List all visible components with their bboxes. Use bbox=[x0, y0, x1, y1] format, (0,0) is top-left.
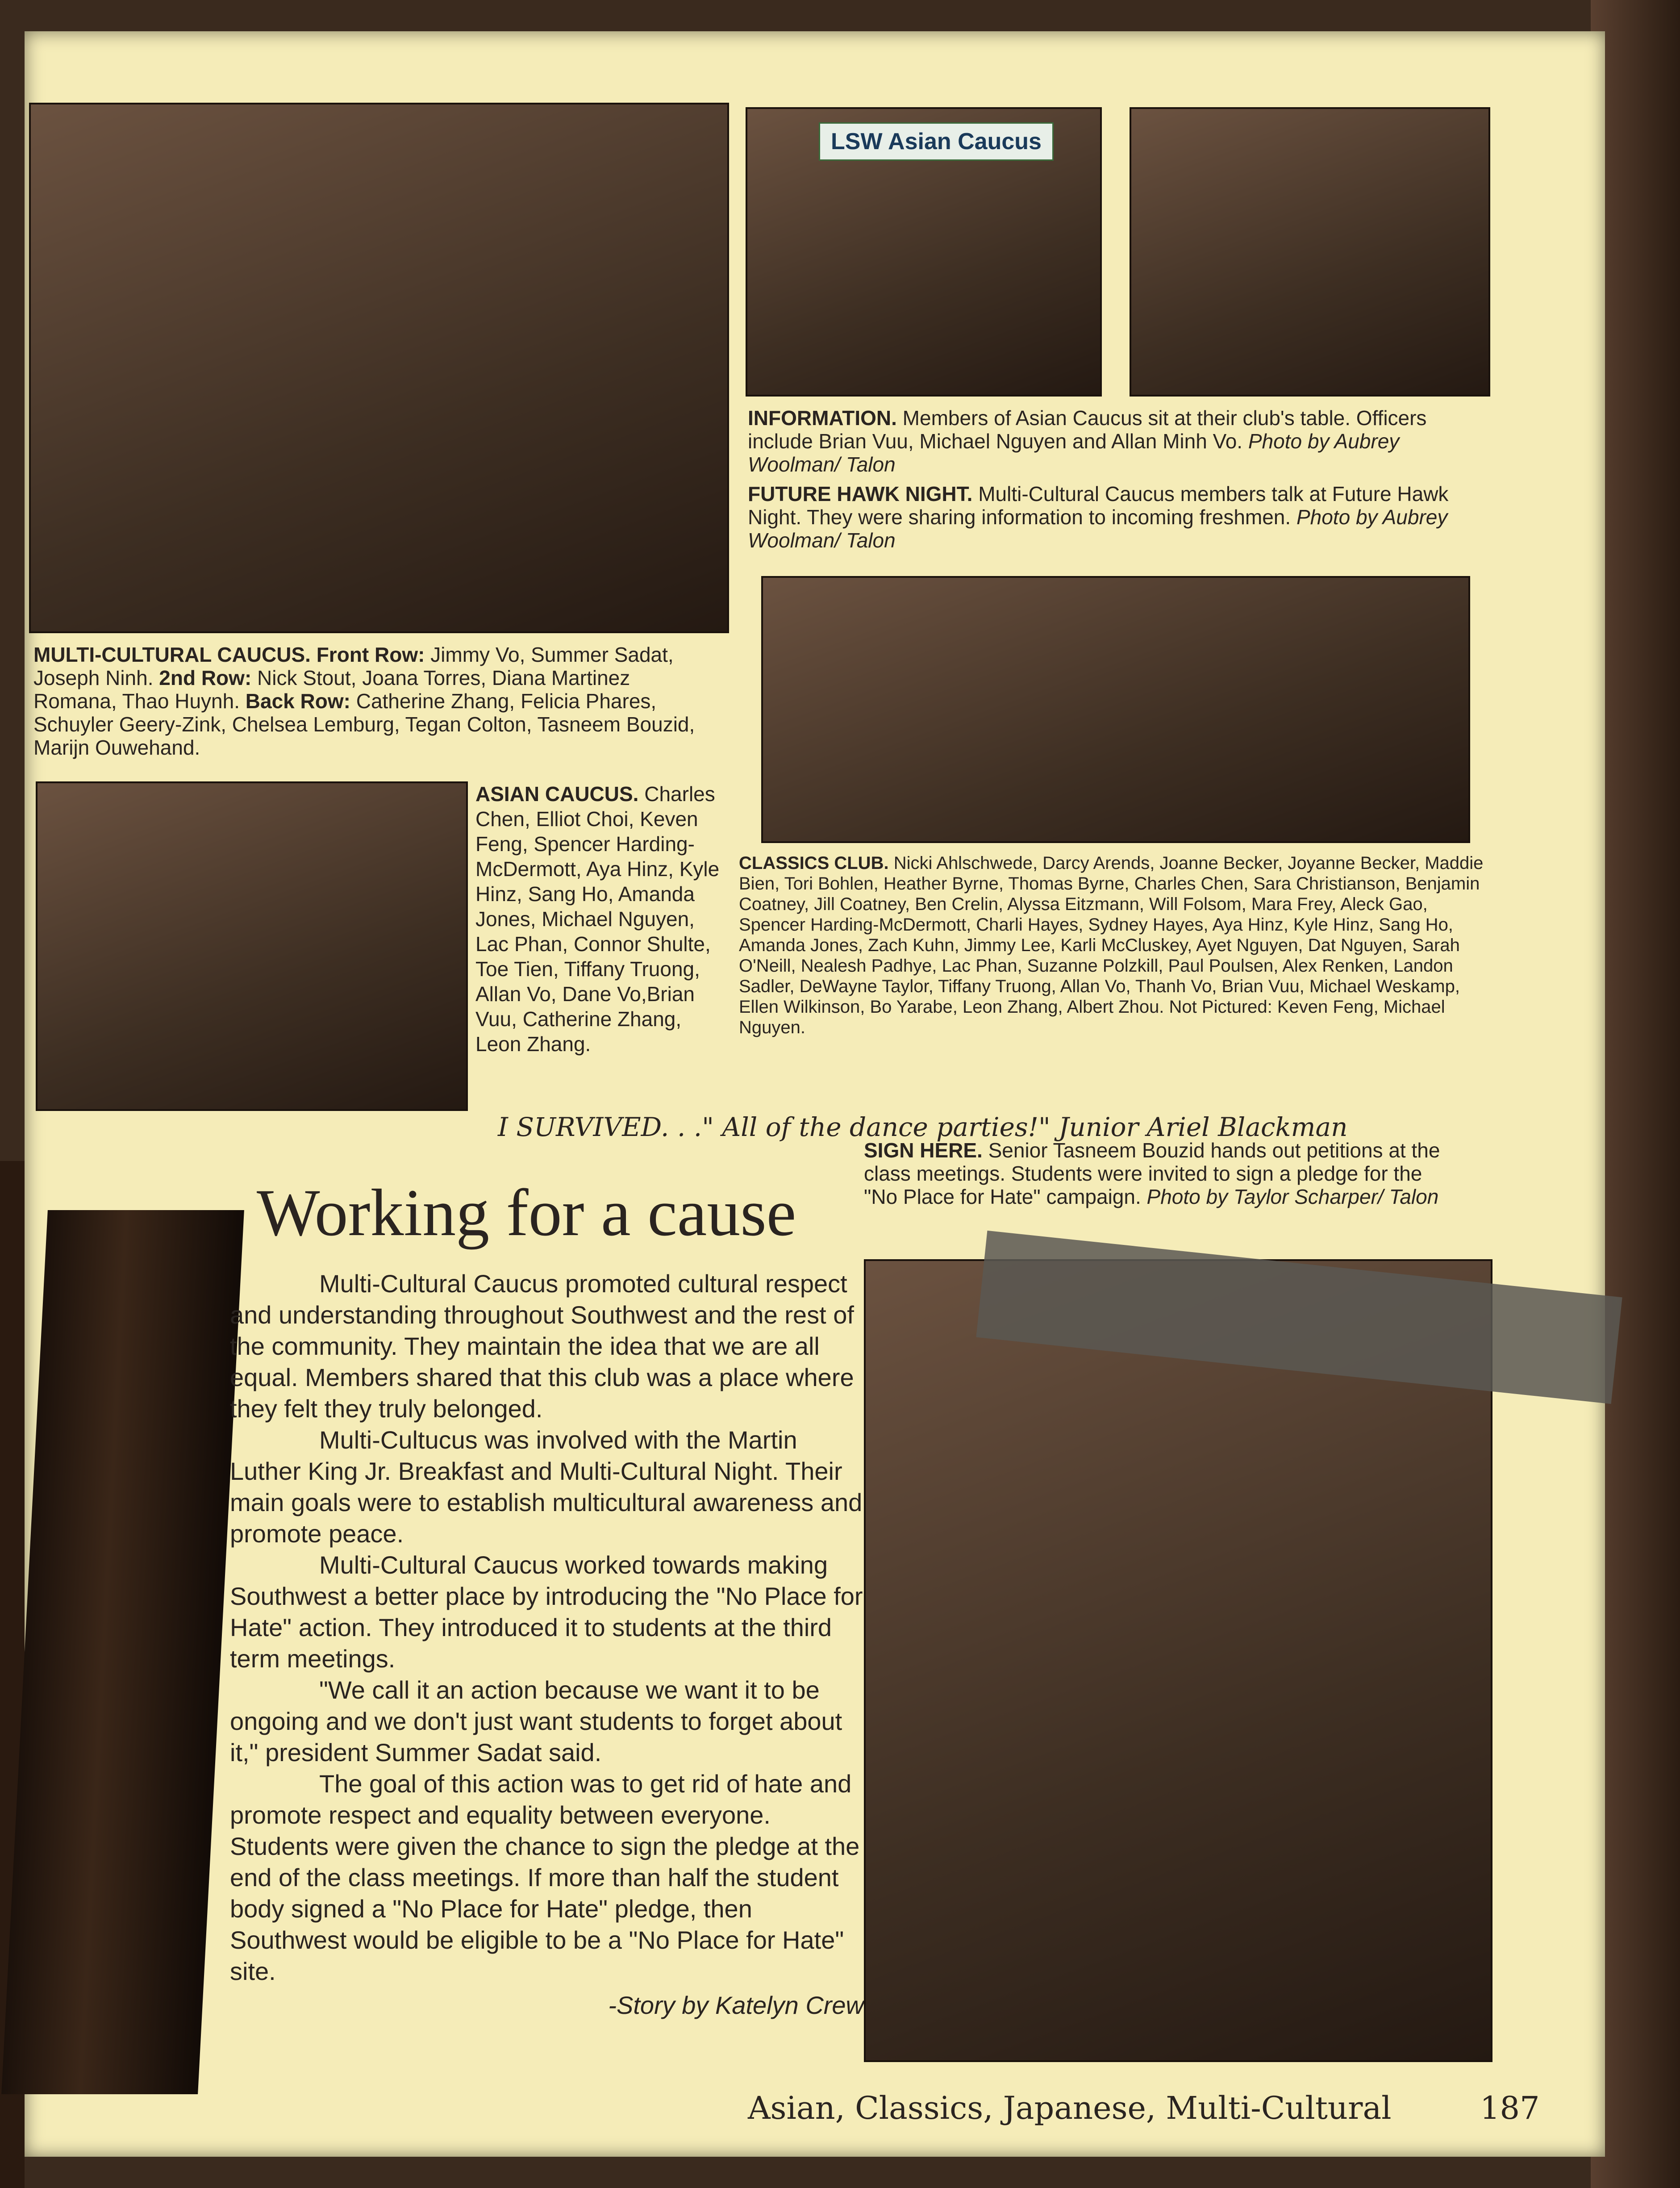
row-label: 2nd Row: bbox=[159, 666, 252, 689]
sign-here-caption bbox=[864, 1139, 1444, 1208]
story-paragraph: Multi-Cultucus was involved with the Martin Luther King Jr. Breakfast and Multi-Cultural Night. Their main goals were to establish multicultural awareness and promote peace. bbox=[230, 1426, 863, 1548]
row-label: Front Row: bbox=[310, 643, 425, 666]
page-number: 187 bbox=[1480, 2090, 1540, 2126]
caption-text: Charles Chen, Elliot Choi, Keven Feng, Spencer Harding-McDermott, Aya Hinz, Kyle Hinz, Sang Ho, Amanda Jones, Michael Nguyen, Lac Phan, Connor Shulte, Toe Tien, Tiffany Truong, Allan Vo, Dane Vo,Brian Vuu, Catherine Zhang, Leon Zhang. bbox=[475, 782, 720, 1056]
row-names: Jimmy Vo, Summer Sadat, Joseph Ninh. bbox=[33, 643, 674, 689]
photo-credit: Photo by Taylor Scharper/ Talon bbox=[1146, 1185, 1439, 1208]
row-names: Nick Stout, Joana Torres, Diana Martinez Romana, Thao Huynh. bbox=[33, 666, 630, 713]
story-body bbox=[230, 1268, 864, 2021]
story-headline: Working for a cause bbox=[257, 1176, 796, 1250]
photo-credit: Photo by Aubrey Woolman/ Talon bbox=[748, 505, 1448, 552]
caption-text: Multi-Cultural Caucus members talk at Future Hawk Night. They were sharing information to incoming freshmen. bbox=[748, 482, 1449, 529]
caption-text: Senior Tasneem Bouzid hands out petitions at the class meetings. Students were invited to sign a pledge for the "No Place for Hate" campaign. bbox=[864, 1139, 1440, 1208]
row-label: Back Row: bbox=[245, 689, 350, 713]
asian-caucus-banner: LSW Asian Caucus bbox=[819, 122, 1054, 161]
caption-text: Nicki Ahlschwede, Darcy Arends, Joanne Becker, Joyanne Becker, Maddie Bien, Tori Bohlen, Heather Byrne, Thomas Byrne, Charles Chen, Sara Christianson, Benjamin Coatney, Jill Coatney, Ben Crelin, Alyssa Eitzmann, Will Folsom, Mara Frey, Aleck Gao, Spencer Harding-McDermott, Charli Hayes, Sydney Hayes, Aya Hinz, Kyle Hinz, Sang Ho, Amanda Jones, Zach Kuhn, Jimmy Lee, Karli McCluskey, Ayet Nguyen, Dat Nguyen, Sarah O'Neill, Nealesh Padhye, Lac Phan, Suzanne Polzkill, Paul Poulsen, Alex Renken, Landon Sadler, DeWayne Taylor, Tiffany Truong, Allan Vo, Thanh Vo, Brian Vuu, Michael Weskamp, Ellen Wilkinson, Bo Yarabe, Leon Zhang, Albert Zhou. Not Pictured: Keven Feng, Michael Nguyen. bbox=[739, 853, 1484, 1037]
story-paragraph: The goal of this action was to get rid of hate and promote respect and equality between everyone. Students were given the chance to sign the pledge at the end of the class meetings. If more than half the student body signed a "No Place for Hate" pledge, then Southwest would be eligible to be a "No Place for Hate" site. bbox=[230, 1770, 860, 1985]
future-hawk-caption bbox=[748, 482, 1480, 552]
caption-label: INFORMATION. bbox=[748, 406, 897, 430]
multicultural-caption bbox=[33, 643, 712, 759]
story-paragraph: Multi-Cultural Caucus worked towards making Southwest a better place by introducing the "No Place for Hate" action. They introduced it to students at the third term meetings. bbox=[230, 1551, 863, 1673]
caption-text: Members of Asian Caucus sit at their club's table. Officers include Brian Vuu, Michael Nguyen and Allan Minh Vo. bbox=[748, 406, 1427, 453]
classics-club-photo bbox=[761, 576, 1470, 843]
caption-label: MULTI-CULTURAL CAUCUS. bbox=[33, 643, 311, 666]
yearbook-page bbox=[25, 31, 1605, 2157]
section-footer: Asian, Classics, Japanese, Multi-Cultural bbox=[748, 2090, 1392, 2126]
caption-label: FUTURE HAWK NIGHT. bbox=[748, 482, 973, 505]
multicultural-caucus-photo bbox=[29, 103, 729, 633]
stage-photo bbox=[1, 1210, 244, 2094]
asian-caucus-caption bbox=[475, 781, 725, 1056]
story-byline: -Story by Katelyn Crew bbox=[608, 1991, 864, 2019]
photo-credit: Photo by Aubrey Woolman/ Talon bbox=[748, 430, 1400, 476]
information-caption bbox=[748, 406, 1480, 476]
future-hawk-night-photo bbox=[1130, 107, 1490, 397]
story-paragraph: Multi-Cultural Caucus promoted cultural respect and understanding throughout Southwest and the rest of the community. They maintain the idea that we are all equal. Members shared that this club was a place where they felt they truly belonged. bbox=[230, 1269, 854, 1423]
i-survived-quote: I SURVIVED. . ." All of the dance parties!" Junior Ariel Blackman bbox=[498, 1112, 1348, 1142]
asian-caucus-table-photo bbox=[746, 107, 1102, 397]
caption-label: SIGN HERE. bbox=[864, 1139, 983, 1162]
story-paragraph: "We call it an action because we want it to be ongoing and we don't just want students to forget about it," president Summer Sadat said. bbox=[230, 1676, 842, 1766]
row-names: Catherine Zhang, Felicia Phares, Schuyler Geery-Zink, Chelsea Lemburg, Tegan Colton, Tasneem Bouzid, Marijn Ouwehand. bbox=[33, 689, 695, 759]
caption-label: ASIAN CAUCUS. bbox=[475, 782, 639, 806]
asian-caucus-group-photo bbox=[36, 781, 468, 1111]
classics-club-caption bbox=[739, 853, 1489, 1038]
caption-label: CLASSICS CLUB. bbox=[739, 853, 889, 873]
